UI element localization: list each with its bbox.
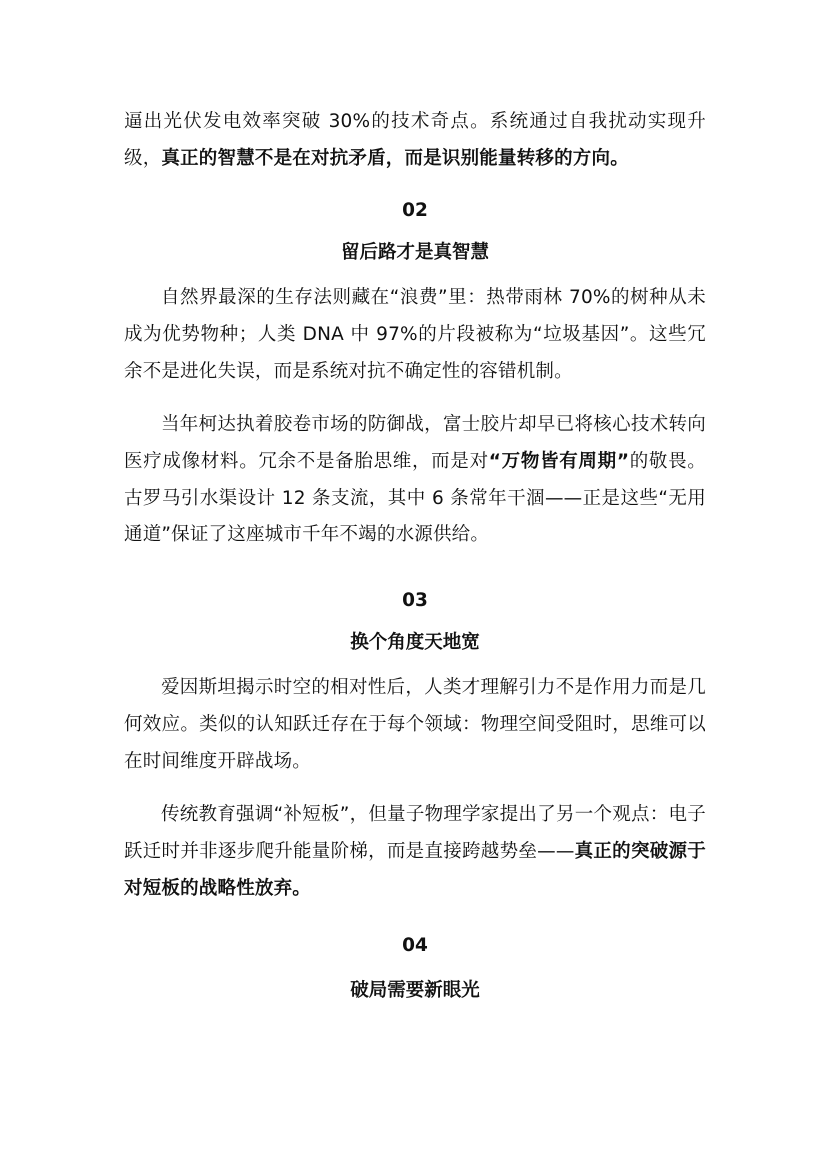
p2-text-a: 当年柯达执着胶卷市场的防御战，富士胶片却早已将核心技术转向医疗成像材料。冗余不是备胎思维，而是对	[124, 414, 706, 472]
p2-text-b: 的敬畏。古罗马引水渠设计 12 条支流，其中 6 条常年干涸——正是这些“无用通道”保证了这座城市千年不竭的水源供给。	[124, 450, 706, 546]
intro-bold-conclusion: 真正的智慧不是在对抗矛盾，而是识别能量转移的方向。	[161, 147, 629, 169]
section-02-paragraph-1: 自然界最深的生存法则藏在“浪费”里：热带雨林 70%的树种从未成为优势物种；人类 DNA 中 97%的片段被称为“垃圾基因”。这些冗余不是进化失误，而是系统对抗不确定性的容错机制。	[124, 287, 706, 382]
section-number-04: 04	[402, 935, 428, 956]
p3-text-a: 传统教育强调“补短板”，但量子物理学家提出了另一个观点：电子跃迁时并非逐步爬升能量阶梯，而是直接跨越势垒——	[124, 804, 706, 862]
section-02-paragraph-2	[124, 407, 706, 554]
section-title-03: 换个角度天地宽	[350, 632, 480, 653]
section-number-02: 02	[402, 200, 428, 221]
intro-text: 逼出光伏发电效率突破 30%的技术奇点。系统通过自我扰动实现升级，	[124, 111, 706, 169]
section-title-02: 留后路才是真智慧	[340, 242, 489, 263]
p2-bold-phrase: “万物皆有周期”	[488, 450, 630, 472]
section-03-paragraph-1: 爱因斯坦揭示时空的相对性后，人类才理解引力不是作用力而是几何效应。类似的认知跃迁存在于每个领域：物理空间受阻时，思维可以在时间维度开辟战场。	[124, 677, 706, 772]
p3-bold-conclusion: 真正的突破源于对短板的战略性放弃。	[124, 840, 706, 899]
section-title-04: 破局需要新眼光	[350, 980, 480, 1001]
paragraph-intro	[124, 104, 706, 178]
section-number-03: 03	[402, 590, 428, 611]
section-03-paragraph-2	[124, 797, 706, 907]
